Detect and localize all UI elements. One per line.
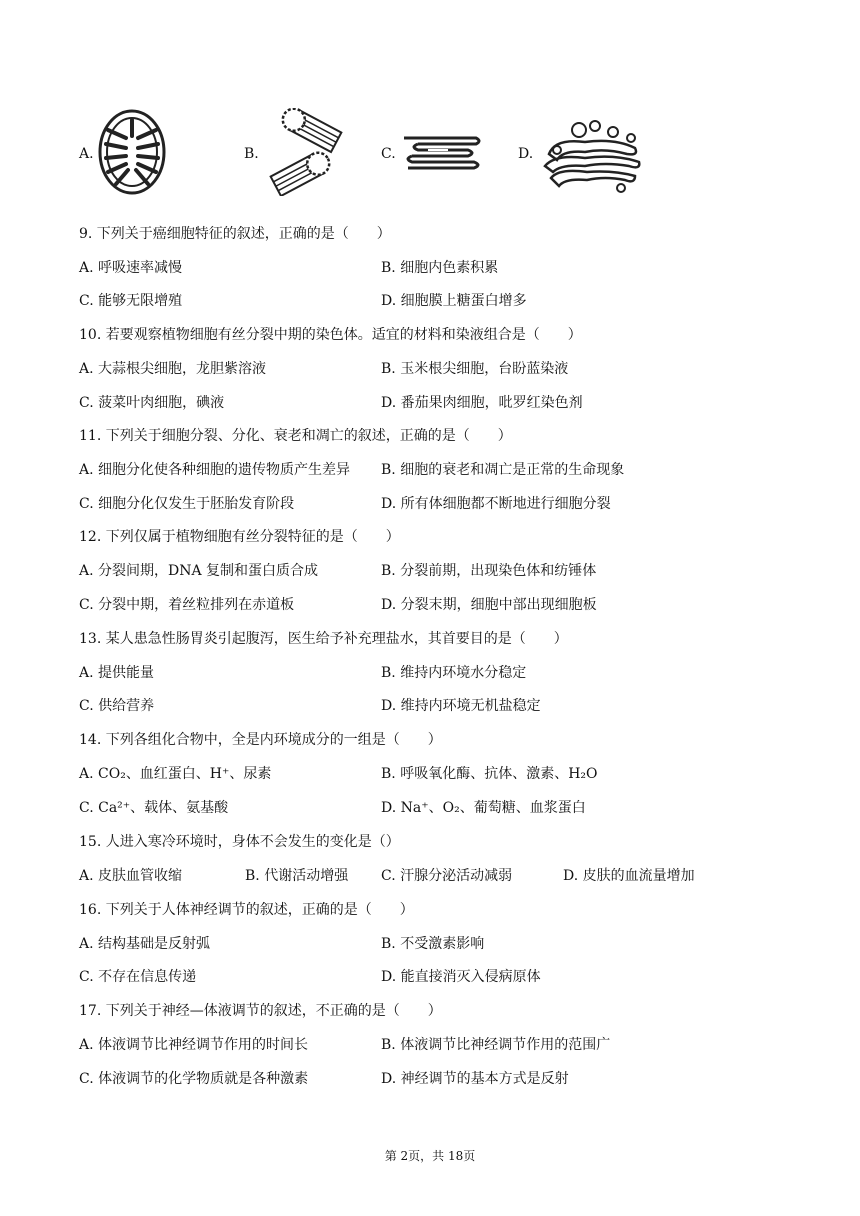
- question-16-stem: 16. 下列关于人体神经调节的叙述，正确的是（ ）: [79, 902, 414, 918]
- question-13-option-c[interactable]: C. 供给营养: [79, 698, 155, 714]
- question-10-option-a[interactable]: A. 大蒜根尖细胞，龙胆紫溶液: [79, 361, 267, 377]
- question-14-option-c[interactable]: C. Ca²⁺、载体、氨基酸: [79, 800, 229, 816]
- question-13-option-a[interactable]: A. 提供能量: [79, 665, 155, 681]
- question-15-option-b[interactable]: B. 代谢活动增强: [245, 868, 349, 884]
- question-17-option-d[interactable]: D. 神经调节的基本方式是反射: [381, 1071, 569, 1087]
- question-11-option-d[interactable]: D. 所有体细胞都不断地进行细胞分裂: [381, 496, 611, 512]
- question-10-option-b[interactable]: B. 玉米根尖细胞，台盼蓝染液: [381, 361, 569, 377]
- question-12-option-d[interactable]: D. 分裂末期，细胞中部出现细胞板: [381, 597, 597, 613]
- question-9-option-a[interactable]: A. 呼吸速率减慢: [79, 260, 183, 276]
- question-10-stem: 10. 若要观察植物细胞有丝分裂中期的染色体。适宜的材料和染液组合是（ ）: [79, 327, 582, 343]
- figure-option-c: [381, 108, 484, 200]
- question-16-option-c[interactable]: C. 不存在信息传递: [79, 969, 197, 985]
- question-10-option-d[interactable]: D. 番茄果肉细胞，吡罗红染色剂: [381, 395, 583, 411]
- question-12-option-c[interactable]: C. 分裂中期，着丝粒排列在赤道板: [79, 597, 295, 613]
- question-16-option-a[interactable]: A. 结构基础是反射弧: [79, 936, 211, 952]
- question-15-stem: 15. 人进入寒冷环境时，身体不会发生的变化是（）: [79, 834, 400, 850]
- question-11-option-a[interactable]: A. 细胞分化使各种细胞的遗传物质产生差异: [79, 462, 351, 478]
- question-11-stem: 11. 下列关于细胞分裂、分化、衰老和凋亡的叙述，正确的是（ ）: [79, 428, 512, 444]
- question-13-stem: 13. 某人患急性肠胃炎引起腹泻，医生给予补充理盐水，其首要目的是（ ）: [79, 631, 568, 647]
- figure-label-b: B.: [244, 146, 259, 162]
- figure-label-a: A.: [79, 146, 94, 162]
- question-17-option-a[interactable]: A. 体液调节比神经调节作用的时间长: [79, 1037, 309, 1053]
- figure-option-b: [244, 108, 351, 200]
- question-14-stem: 14. 下列各组化合物中，全是内环境成分的一组是（ ）: [79, 732, 442, 748]
- figure-label-d: D.: [518, 146, 534, 162]
- question-15-option-c[interactable]: C. 汗腺分泌活动减弱: [381, 868, 513, 884]
- question-15-option-a[interactable]: A. 皮肤血管收缩: [79, 868, 183, 884]
- page-footer: 第 2页，共 18页: [384, 1149, 476, 1163]
- organelle-figure-row: [0, 108, 860, 198]
- question-14-option-a[interactable]: A. CO₂、血红蛋白、H⁺、尿素: [79, 766, 272, 782]
- question-15-option-d[interactable]: D. 皮肤的血流量增加: [563, 868, 695, 884]
- question-10-option-c[interactable]: C. 菠菜叶肉细胞，碘液: [79, 395, 225, 411]
- question-14-option-b[interactable]: B. 呼吸氧化酶、抗体、激素、H₂O: [381, 766, 598, 782]
- question-14-option-d[interactable]: D. Na⁺、O₂、葡萄糖、血浆蛋白: [381, 800, 586, 816]
- question-9-option-c[interactable]: C. 能够无限增殖: [79, 293, 183, 309]
- question-9-stem: 9. 下列关于癌细胞特征的叙述，正确的是（ ）: [79, 226, 391, 242]
- question-9-option-b[interactable]: B. 细胞内色素积累: [381, 260, 499, 276]
- question-17-option-c[interactable]: C. 体液调节的化学物质就是各种激素: [79, 1071, 309, 1087]
- question-11-option-b[interactable]: B. 细胞的衰老和凋亡是正常的生命现象: [381, 462, 625, 478]
- endoplasmic-reticulum-icon: [398, 108, 484, 200]
- question-16-option-d[interactable]: D. 能直接消灭入侵病原体: [381, 969, 541, 985]
- question-13-option-d[interactable]: D. 维持内环境无机盐稳定: [381, 698, 541, 714]
- figure-option-d: [518, 108, 645, 200]
- question-13-option-b[interactable]: B. 维持内环境水分稳定: [381, 665, 527, 681]
- centriole-icon: [261, 108, 351, 200]
- question-12-option-a[interactable]: A. 分裂间期，DNA 复制和蛋白质合成: [79, 563, 319, 579]
- question-17-option-b[interactable]: B. 体液调节比神经调节作用的范围广: [381, 1037, 611, 1053]
- question-17-stem: 17. 下列关于神经—体液调节的叙述，不正确的是（ ）: [79, 1003, 442, 1019]
- golgi-apparatus-icon: [535, 108, 645, 200]
- figure-option-a: [79, 108, 168, 200]
- question-12-stem: 12. 下列仅属于植物细胞有丝分裂特征的是（ ）: [79, 529, 400, 545]
- question-11-option-c[interactable]: C. 细胞分化仅发生于胚胎发育阶段: [79, 496, 295, 512]
- figure-label-c: C.: [381, 146, 396, 162]
- question-12-option-b[interactable]: B. 分裂前期，出现染色体和纺锤体: [381, 563, 597, 579]
- question-16-option-b[interactable]: B. 不受激素影响: [381, 936, 485, 952]
- question-9-option-d[interactable]: D. 细胞膜上糖蛋白增多: [381, 293, 527, 309]
- mitochondrion-icon: [96, 108, 168, 200]
